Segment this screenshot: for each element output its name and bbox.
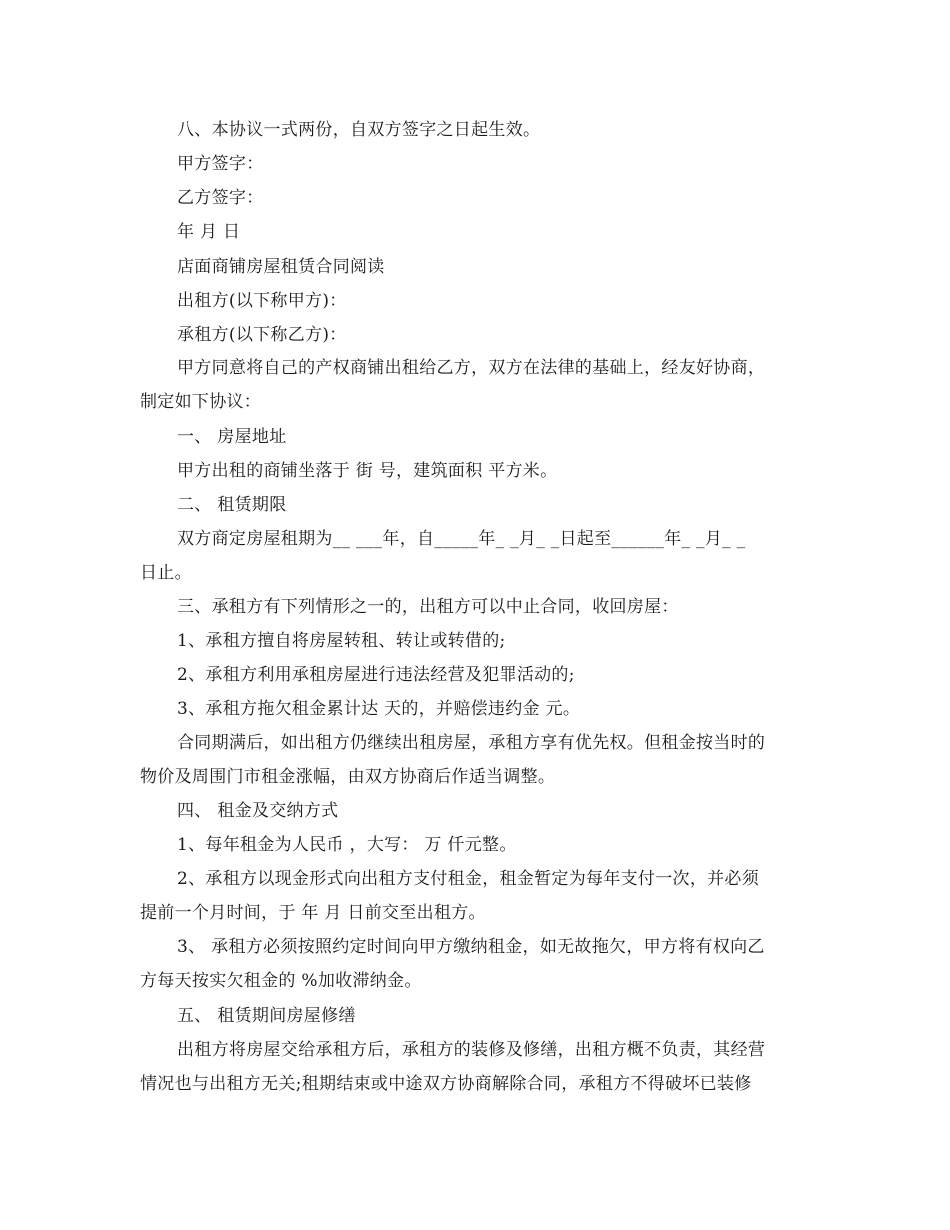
lease-term-line-2: 日止。	[140, 563, 192, 583]
section-3-heading: 三、承租方有下列情形之一的，出租方可以中止合同，收回房屋：	[177, 597, 679, 617]
rent-item-3-line-2: 方每天按实欠租金的 %加收滞纳金。	[140, 971, 422, 991]
rent-item-3-line-1: 3、 承租方必须按照约定时间向甲方缴纳租金，如无故拖欠，甲方将有权向乙	[177, 937, 765, 957]
renewal-line-1: 合同期满后，如出租方仍继续出租房屋，承租方享有优先权。但租金按当时的	[177, 733, 766, 753]
repair-line-1: 出租方将房屋交给承租方后，承租方的装修及修缮，出租方概不负责，其经营	[177, 1040, 766, 1060]
lessor-label: 出租方(以下称甲方)：	[177, 291, 347, 311]
rent-item-1: 1、每年租金为人民币 ，大写： 万 仟元整。	[177, 835, 517, 855]
party-a-signature-label: 甲方签字：	[177, 154, 264, 174]
rent-item-2-line-2: 提前一个月时间，于 年 月 日前交至出租方。	[140, 903, 486, 923]
section-1-heading: 一、 房屋地址	[177, 427, 287, 447]
preamble-line-2: 制定如下协议：	[140, 392, 262, 412]
party-b-signature-label: 乙方签字：	[177, 188, 264, 208]
contract-title: 店面商铺房屋租赁合同阅读	[177, 257, 385, 277]
renewal-line-2: 物价及周围门市租金涨幅，由双方协商后作适当调整。	[140, 767, 556, 787]
section-5-heading: 五、 租赁期间房屋修缮	[177, 1006, 356, 1026]
preamble-line-1: 甲方同意将自己的产权商铺出租给乙方，双方在法律的基础上，经友好协商，	[177, 358, 766, 378]
section-3-item-3: 3、承租方拖欠租金累计达 天的，并赔偿违约金 元。	[177, 699, 581, 719]
section-2-heading: 二、 租赁期限	[177, 495, 287, 515]
section-1-body: 甲方出租的商铺坐落于 街 号，建筑面积 平方米。	[177, 461, 558, 481]
section-3-item-1: 1、承租方擅自将房屋转租、转让或转借的;	[177, 631, 506, 651]
date-line: 年 月 日	[177, 222, 241, 242]
section-4-heading: 四、 租金及交纳方式	[177, 801, 339, 821]
rent-item-2-line-1: 2、承租方以现金形式向出租方支付租金，租金暂定为每年支付一次，并必须	[177, 869, 760, 889]
repair-line-2: 情况也与出租方无关;租期结束或中途双方协商解除合同，承租方不得破坏已装修	[140, 1074, 752, 1094]
lease-term-line-1: 双方商定房屋租期为__ ___年，自_____年_ _月_ _日起至______年_ _月_ _	[177, 529, 746, 549]
clause-8-effective: 八、本协议一式两份，自双方签字之日起生效。	[177, 120, 541, 140]
section-3-item-2: 2、承租方利用承租房屋进行违法经营及犯罪活动的;	[177, 665, 575, 685]
lessee-label: 承租方(以下称乙方)：	[177, 325, 347, 345]
